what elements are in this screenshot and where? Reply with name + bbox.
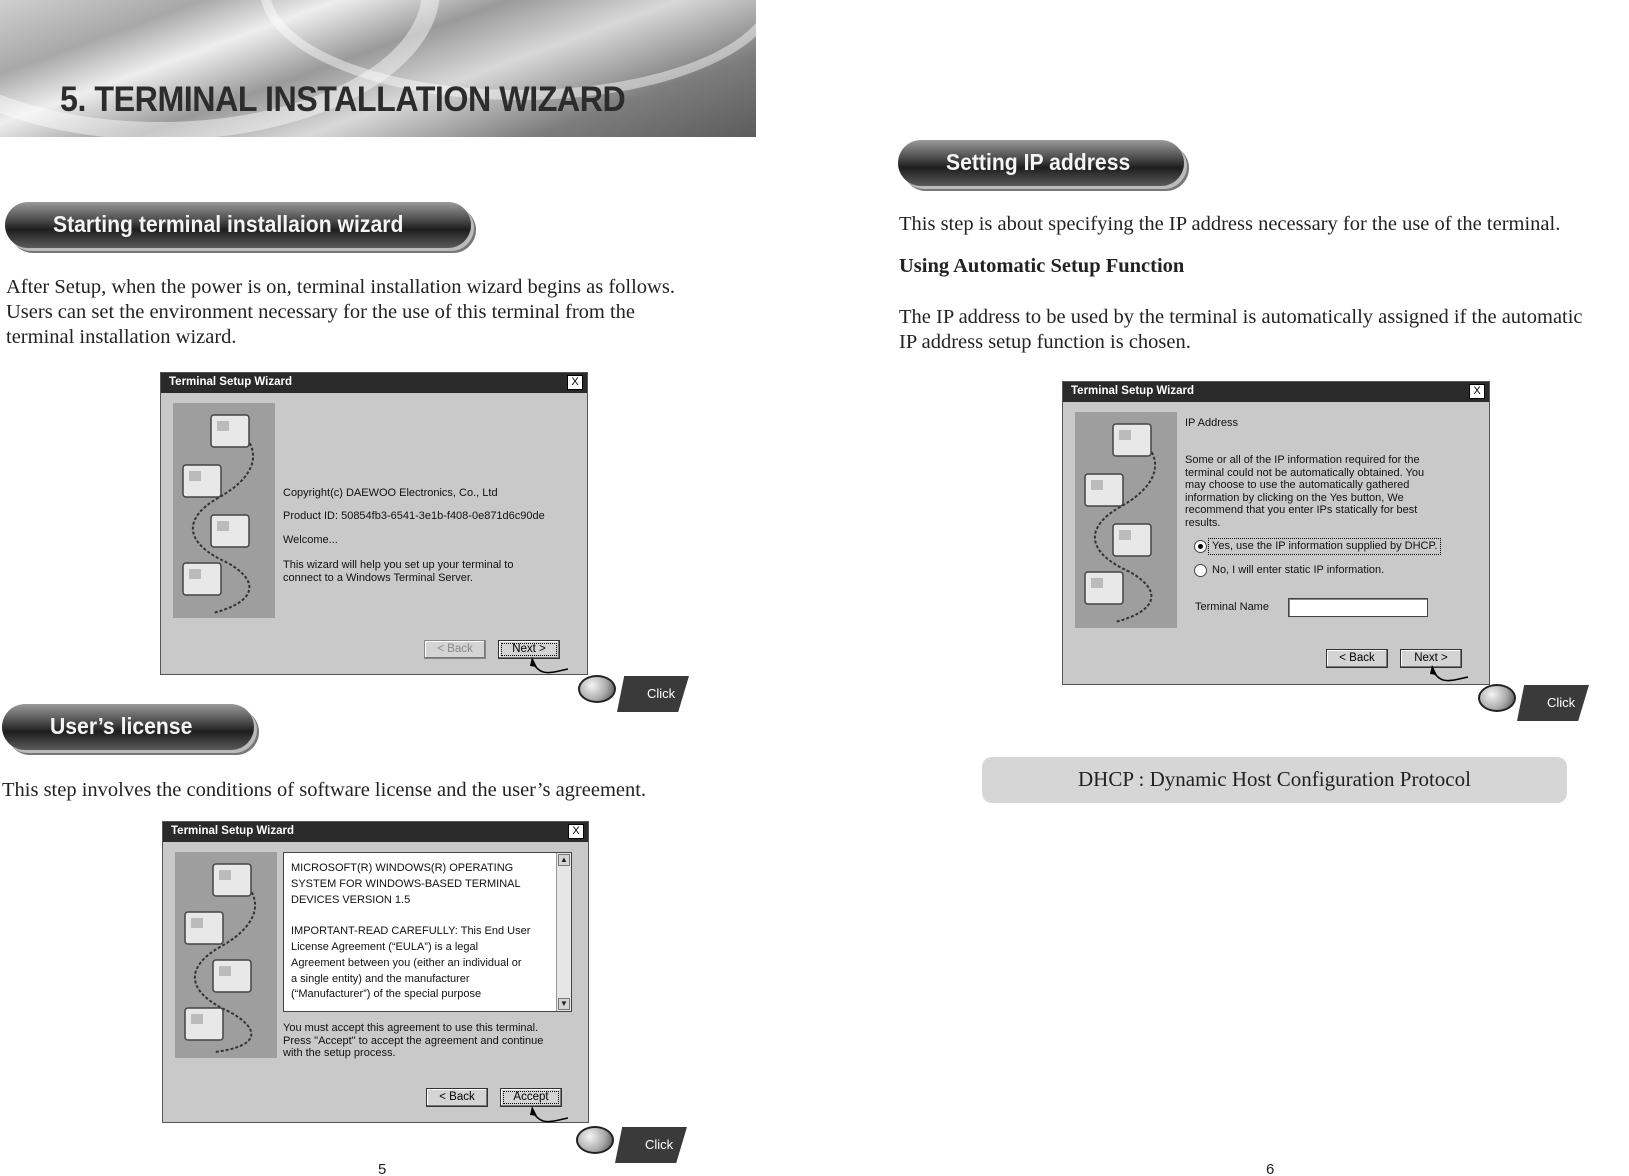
section-heading-pill xyxy=(2,704,254,750)
section-heading-pill xyxy=(5,202,471,248)
ip-body-paragraph xyxy=(899,305,1629,355)
section-heading: User’s license xyxy=(50,713,193,739)
click-callout xyxy=(1505,685,1577,721)
click-label: Click xyxy=(1547,695,1576,710)
text-line: connect to a Windows Terminal Server. xyxy=(283,571,473,584)
close-button[interactable]: X xyxy=(568,824,584,839)
back-button[interactable]: < Back xyxy=(424,640,486,659)
network-icon xyxy=(1075,412,1177,628)
cursor-arrow-icon xyxy=(528,655,588,685)
click-label: Click xyxy=(647,686,676,701)
chapter-title: 5. TERMINAL INSTALLATION WIZARD xyxy=(60,80,626,119)
text-line: with the setup process. xyxy=(283,1047,396,1059)
network-icon xyxy=(175,852,277,1058)
close-button[interactable]: X xyxy=(567,375,583,390)
ip-address-dialog xyxy=(1062,381,1490,685)
text-line: information by clicking on the Yes button, We xyxy=(1185,491,1404,504)
back-button[interactable]: < Back xyxy=(1326,649,1388,668)
radio-yes-label[interactable]: Yes, use the IP information supplied by DHCP. xyxy=(1209,539,1440,554)
blank-line xyxy=(291,908,530,924)
dialog-title: Terminal Setup Wizard xyxy=(169,376,293,388)
license-instructions xyxy=(283,1022,543,1060)
page-number: 5 xyxy=(378,1161,387,1176)
terminal-name-label: Terminal Name xyxy=(1195,601,1269,613)
product-id-text: Product ID: 50854fb3-6541-3e1b-f408-0e871d6c90de xyxy=(283,510,545,522)
text-line: Some or all of the IP information required for the xyxy=(1185,454,1420,466)
dialog-titlebar xyxy=(163,822,588,842)
computer-network-illustration xyxy=(1075,412,1177,628)
radio-no[interactable] xyxy=(1194,564,1207,577)
license-text xyxy=(291,861,530,1003)
dhcp-note-box xyxy=(982,757,1567,803)
scrollbar[interactable] xyxy=(556,853,571,1011)
header-banner xyxy=(0,0,756,137)
section-heading-pill xyxy=(898,140,1184,186)
next-button[interactable]: Next > xyxy=(498,640,560,659)
dialog-description xyxy=(1185,454,1424,529)
next-button[interactable]: Next > xyxy=(1400,649,1462,668)
license-dialog xyxy=(162,821,589,1123)
cursor-arrow-icon xyxy=(1428,663,1488,693)
text-line: a single entity) and the manufacturer xyxy=(291,972,470,985)
network-icon xyxy=(173,403,275,618)
text-line: The IP address to be used by the terminal is automatically assigned if the automatic xyxy=(899,306,1583,328)
dialog-description xyxy=(283,559,513,584)
radio-no-label[interactable]: No, I will enter static IP information. xyxy=(1212,564,1385,576)
click-callout xyxy=(603,1127,675,1163)
text-line: DEVICES VERSION 1.5 xyxy=(291,893,411,906)
intro-paragraph xyxy=(6,275,746,350)
section-heading: Starting terminal installaion wizard xyxy=(53,211,404,237)
text-line: Agreement between you (either an individual or xyxy=(291,956,522,969)
text-line: Users can set the environment necessary for the use of this terminal from the xyxy=(6,301,636,323)
close-button[interactable]: X xyxy=(1469,384,1485,399)
dialog-title: Terminal Setup Wizard xyxy=(1071,385,1195,397)
scroll-down-icon[interactable]: ▼ xyxy=(558,998,570,1010)
text-line: IP address setup function is chosen. xyxy=(899,331,1191,353)
text-line: This wizard will help you set up your terminal to xyxy=(283,559,514,571)
welcome-dialog xyxy=(160,372,588,675)
text-line: After Setup, when the power is on, terminal installation wizard begins as follows. xyxy=(6,276,675,298)
accept-button[interactable]: Accept xyxy=(500,1088,562,1107)
text-line: License Agreement (“EULA”) is a legal xyxy=(291,940,479,953)
copyright-text: Copyright(c) DAEWOO Electronics, Co., Ltd xyxy=(283,487,498,499)
welcome-text: Welcome... xyxy=(283,534,338,546)
dialog-title: Terminal Setup Wizard xyxy=(171,825,295,837)
back-button[interactable]: < Back xyxy=(426,1088,488,1107)
computer-network-illustration xyxy=(173,403,275,618)
text-line: terminal could not be automatically obtained. You xyxy=(1185,466,1425,479)
license-text-area[interactable] xyxy=(283,852,572,1012)
text-line: IMPORTANT-READ CAREFULLY: This End User xyxy=(291,925,531,938)
computer-network-illustration xyxy=(175,852,277,1058)
ip-intro-paragraph: This step is about specifying the IP address necessary for the use of the terminal. xyxy=(899,213,1561,235)
text-line: recommend that you enter IPs statically for best xyxy=(1185,504,1418,516)
cursor-arrow-icon xyxy=(528,1104,588,1134)
text-line: results. xyxy=(1185,516,1221,529)
dialog-titlebar xyxy=(161,373,587,393)
section-heading: Setting IP address xyxy=(946,149,1131,175)
text-line: SYSTEM FOR WINDOWS-BASED TERMINAL xyxy=(291,877,521,890)
text-line: (“Manufacturer”) of the special purpose xyxy=(291,988,482,1001)
click-label: Click xyxy=(645,1137,674,1152)
text-line: Press "Accept" to accept the agreement and continue xyxy=(283,1034,544,1047)
text-line: MICROSOFT(R) WINDOWS(R) OPERATING xyxy=(291,862,514,874)
subheading: Using Automatic Setup Function xyxy=(899,255,1185,277)
dialog-titlebar xyxy=(1063,382,1489,402)
radio-yes[interactable] xyxy=(1194,540,1207,553)
page-number: 6 xyxy=(1266,1161,1275,1176)
license-paragraph: This step involves the conditions of software license and the user’s agreement. xyxy=(2,779,647,801)
dhcp-note: DHCP : Dynamic Host Configuration Protocol xyxy=(1078,767,1471,791)
terminal-name-input[interactable] xyxy=(1288,598,1428,617)
text-line: You must accept this agreement to use this terminal. xyxy=(283,1022,539,1034)
click-callout xyxy=(605,676,677,712)
text-line: terminal installation wizard. xyxy=(6,326,237,348)
text-line: may choose to use the automatically gathered xyxy=(1185,479,1410,491)
scroll-up-icon[interactable]: ▲ xyxy=(558,854,570,866)
dialog-heading: IP Address xyxy=(1185,417,1238,429)
